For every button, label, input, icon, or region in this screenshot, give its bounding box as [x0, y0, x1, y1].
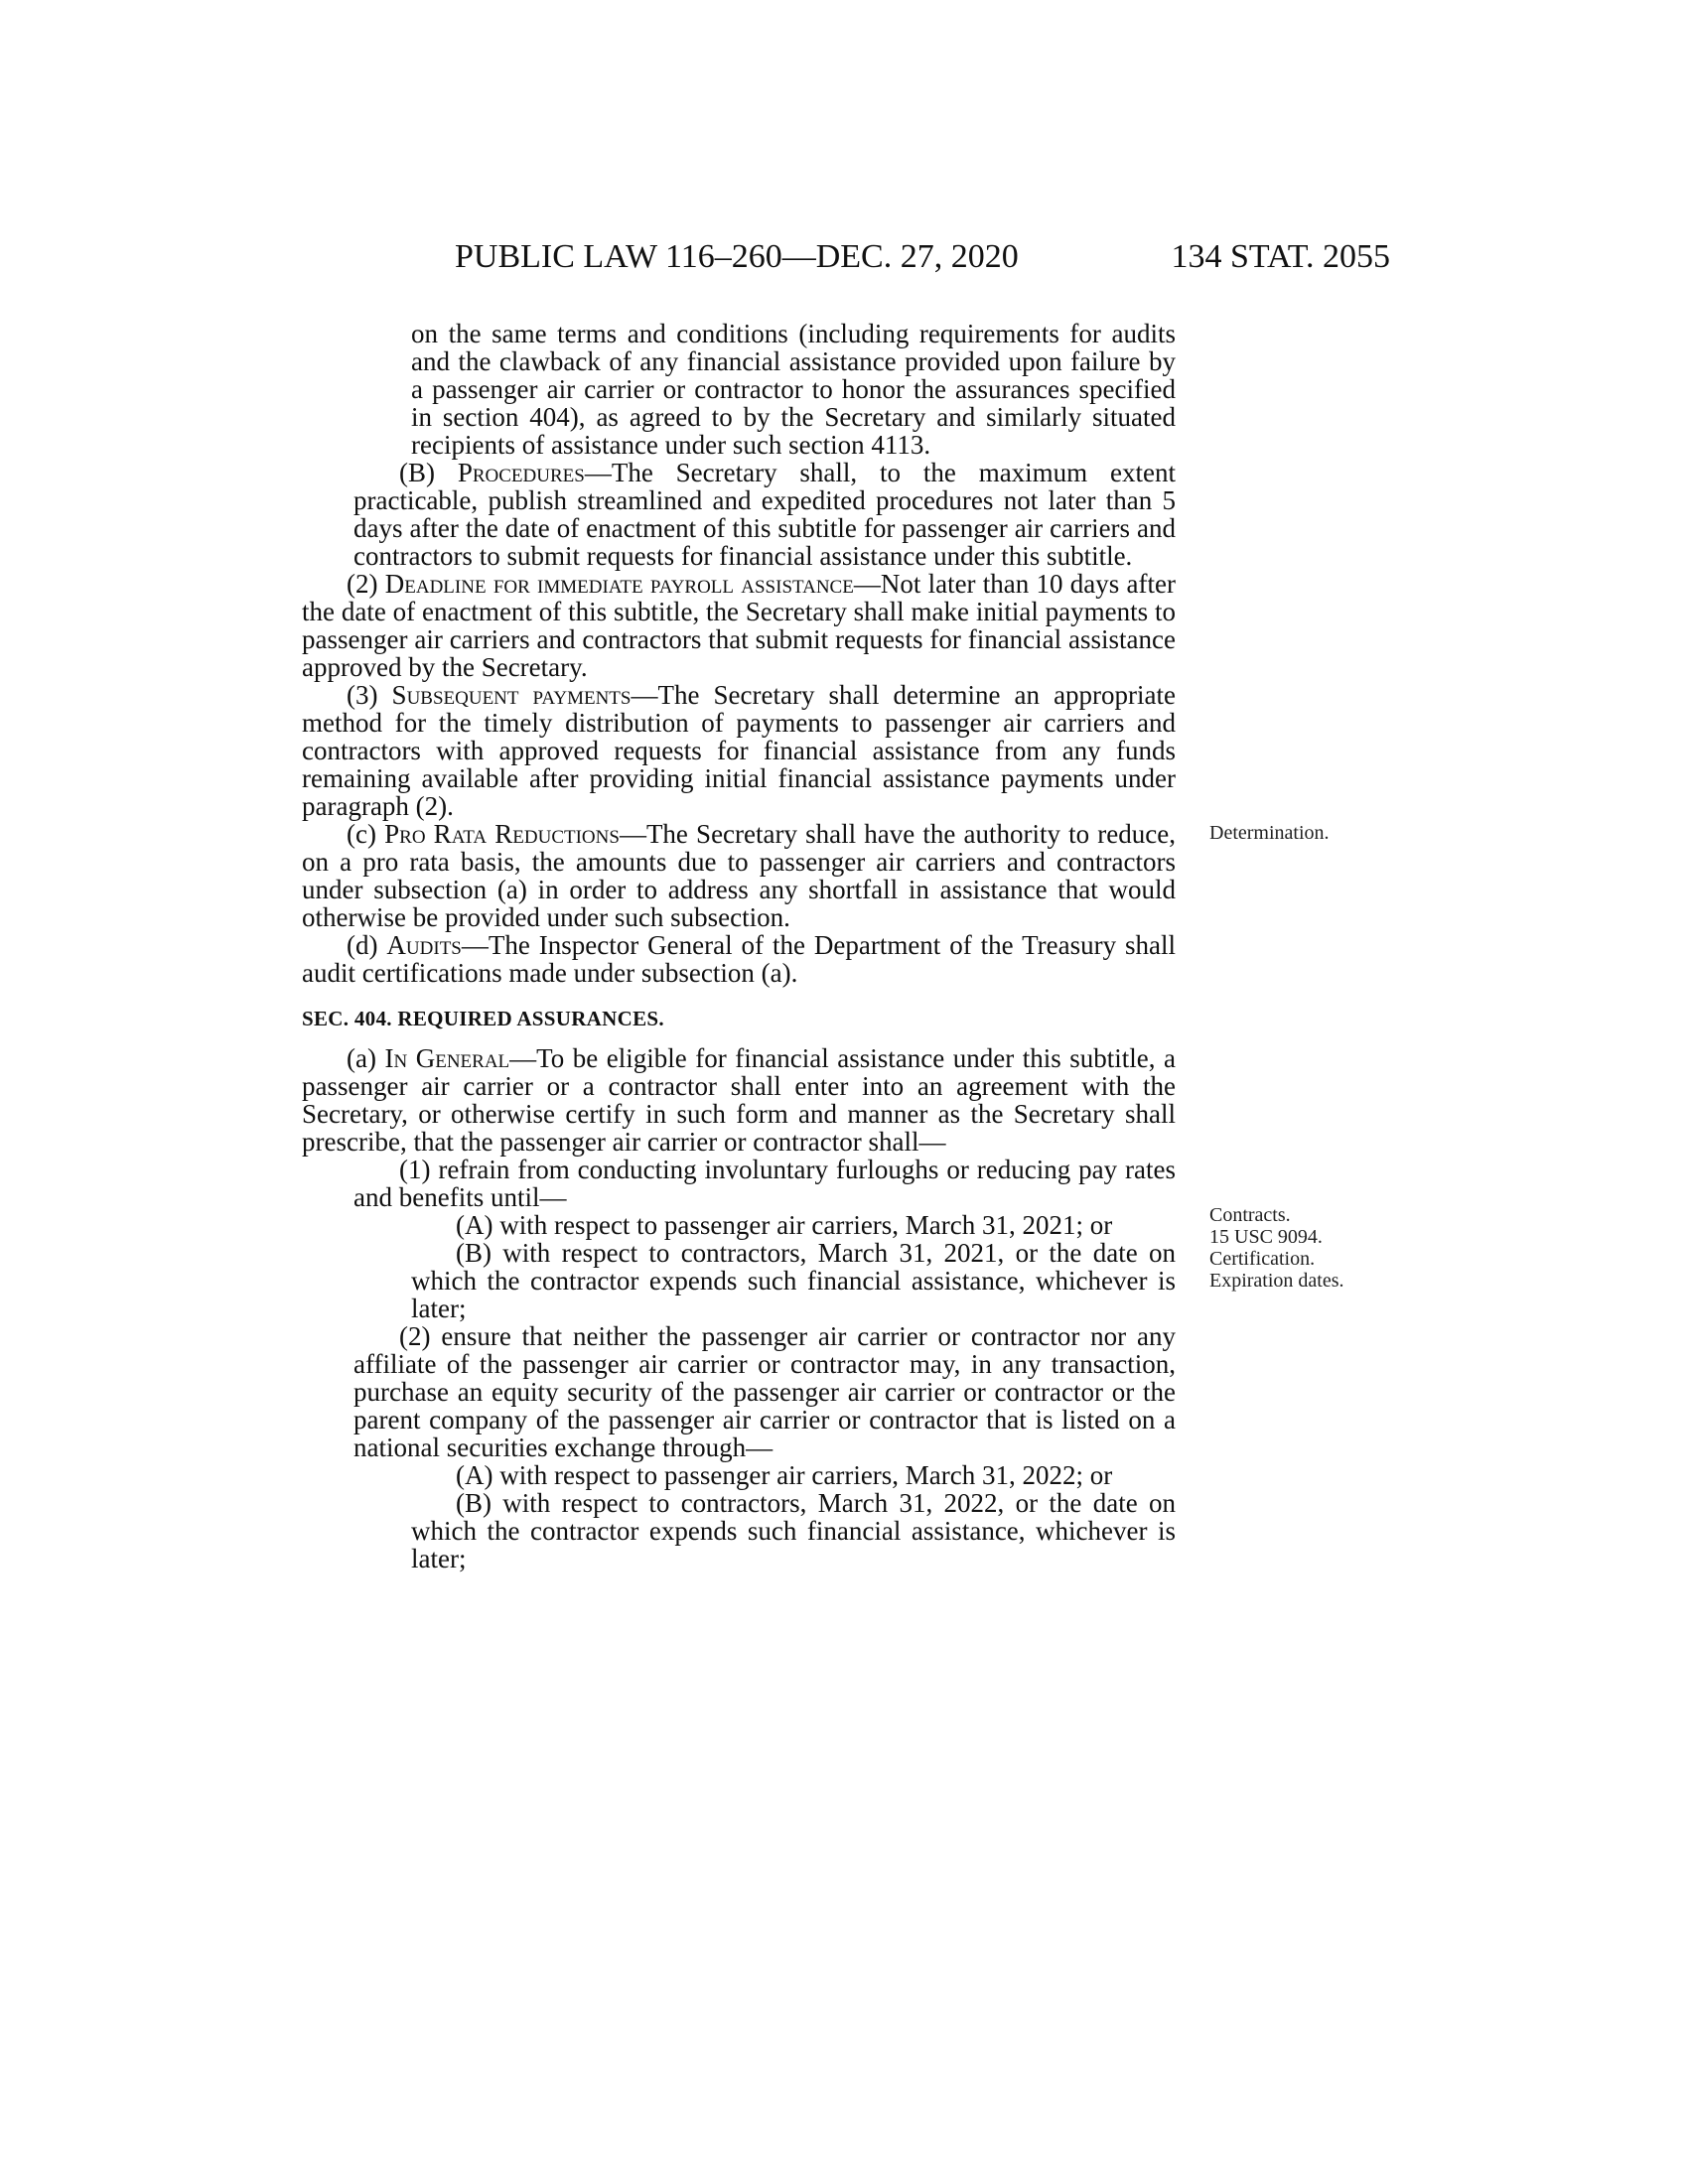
subsection-text: To be eligible for financial assistance under this subtitle, a passenger air carrier or a contractor shall enter into an agreement with the Secretary, or otherwise certify in such form and manner as the Secretary shall prescribe, that the passenger air carrier or contractor shall—	[302, 1043, 1177, 1157]
margin-note-contracts: Contracts.	[1209, 1204, 1291, 1226]
em-dash: —	[853, 569, 881, 599]
paragraph-number: (3)	[347, 680, 378, 710]
paragraph-b-procedures	[353, 459, 1176, 570]
em-dash: —	[461, 930, 489, 960]
paragraph-2-deadline	[302, 570, 1176, 681]
subsection-number: (d)	[347, 930, 378, 960]
subsection-number: (a)	[347, 1043, 376, 1073]
subsection-heading: Pro Rata Reductions	[384, 819, 620, 849]
document-body	[302, 320, 1176, 1572]
public-law-title: PUBLIC LAW 116–260—DEC. 27, 2020	[455, 238, 1019, 275]
em-dash: —	[584, 458, 612, 487]
margin-note-usc-citation: 15 USC 9094.	[1209, 1226, 1323, 1248]
margin-note-text: Determination.	[1209, 822, 1330, 844]
continuation-paragraph: on the same terms and conditions (including requirements for audits and the clawback of any financial assistance provided upon failure by a passenger air carrier or contractor to honor the assurances specified in section 404), as agreed to by the Secretary and similarly situated recipients of assistance under such section 4113.	[411, 319, 1176, 460]
section-404-heading: SEC. 404. REQUIRED ASSURANCES.	[302, 1007, 664, 1030]
subparagraph-a2A: (A) with respect to passenger air carriers, March 31, 2022; or	[456, 1460, 1113, 1490]
paragraph-a2: (2) ensure that neither the passenger air carrier or contractor nor any affiliate of the passenger air carrier or contractor may, in any transaction, purchase an equity security of the passenger air carrier or contractor or the parent company of the passenger air carrier or contractor that is listed on a national securities exchange through—	[353, 1321, 1176, 1462]
subsection-d-audits	[302, 931, 1176, 987]
margin-note-determination	[1209, 822, 1330, 844]
paragraph-heading: Subsequent payments	[391, 680, 632, 710]
subsection-text: The Secretary shall have the authority to reduce, on a pro rata basis, the amounts due to passenger air carriers and contractors under subsection (a) in order to address any shortfall in assistance that would otherwise be provided under such subsection.	[302, 819, 1176, 932]
subsection-heading: Audits	[386, 930, 462, 960]
margin-note-certification: Certification.	[1209, 1248, 1316, 1270]
paragraph-a1: (1) refrain from conducting involuntary furloughs or reducing pay rates and benefits until—	[353, 1155, 1176, 1212]
paragraph-heading: Deadline for immediate payroll assistance	[384, 569, 854, 599]
paragraph-text: Not later than 10 days after the date of enactment of this subtitle, the Secretary shall make initial payments to passenger air carriers and contractors that submit requests for financial assistance approved by the Secretary.	[302, 569, 1177, 682]
paragraph-number: (B)	[399, 458, 435, 487]
subsection-number: (c)	[347, 819, 376, 849]
subparagraph-a1A: (A) with respect to passenger air carriers, March 31, 2021; or	[456, 1210, 1113, 1240]
subsection-heading: In General	[384, 1043, 510, 1073]
em-dash: —	[509, 1043, 537, 1073]
paragraph-3-subsequent-payments	[302, 681, 1176, 820]
subsection-a-in-general	[302, 1044, 1176, 1156]
statute-page-number: 134 STAT. 2055	[1171, 238, 1390, 275]
subsection-c-pro-rata	[302, 820, 1176, 931]
subparagraph-a1B: (B) with respect to contractors, March 31, 2021, or the date on which the contractor expends such financial assistance, whichever is later;	[411, 1238, 1176, 1323]
subparagraph-a2B: (B) with respect to contractors, March 31, 2022, or the date on which the contractor expends such financial assistance, whichever is later;	[411, 1488, 1176, 1573]
paragraph-number: (2)	[347, 569, 378, 599]
subsection-text: The Inspector General of the Department of the Treasury shall audit certifications made under subsection (a).	[302, 930, 1176, 988]
page-header	[298, 238, 1390, 298]
paragraph-text: The Secretary shall determine an appropriate method for the timely distribution of payments to passenger air carriers and contractors with approved requests for financial assistance from any funds remaining available after providing initial financial assistance payments under paragraph (2).	[302, 680, 1177, 821]
margin-note-expiration-dates: Expiration dates.	[1209, 1270, 1344, 1292]
paragraph-heading: Procedures	[457, 458, 585, 487]
em-dash: —	[631, 680, 658, 710]
margin-note-section-404	[1209, 1204, 1344, 1292]
paragraph-text: The Secretary shall, to the maximum extent practicable, publish streamlined and expedited procedures not later than 5 days after the date of enactment of this subtitle for passenger air carriers and contractors to submit requests for financial assistance under this subtitle.	[353, 458, 1176, 571]
em-dash: —	[619, 819, 646, 849]
